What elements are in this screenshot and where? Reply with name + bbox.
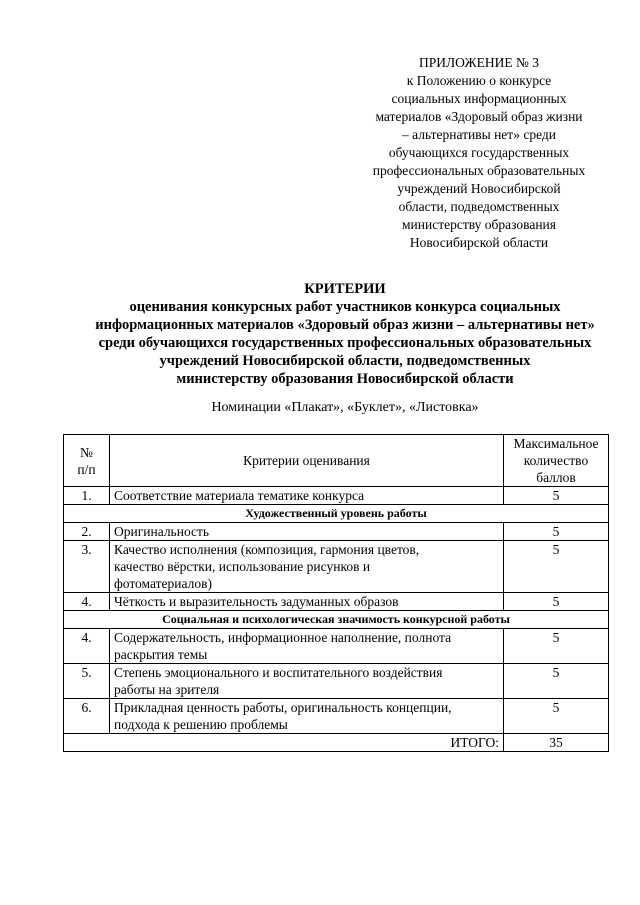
header-max-line3: баллов xyxy=(536,470,576,485)
row-points: 5 xyxy=(504,629,609,664)
header-number xyxy=(64,435,110,487)
appendix-line: Новосибирской области xyxy=(409,235,549,250)
section-title: Художественный уровень работы xyxy=(64,505,609,523)
row-number: 2. xyxy=(64,523,110,541)
appendix-line: профессиональных образовательных xyxy=(372,163,586,178)
total-row xyxy=(64,734,609,752)
row-number: 4. xyxy=(64,629,110,664)
criterion-line: Прикладная ценность работы, оригинальность концепции, xyxy=(114,700,452,715)
row-points: 5 xyxy=(504,541,609,593)
table-row xyxy=(64,541,609,593)
table-row xyxy=(64,593,609,611)
row-criterion: Соответствие материала тематике конкурса xyxy=(110,487,504,505)
row-criterion xyxy=(110,699,504,734)
section-row xyxy=(64,505,609,523)
row-criterion: Оригинальность xyxy=(110,523,504,541)
appendix-block xyxy=(350,54,608,252)
total-label: ИТОГО: xyxy=(64,734,504,752)
appendix-line: учреждений Новосибирской xyxy=(397,181,561,196)
appendix-line: области, подведомственных xyxy=(398,199,560,214)
appendix-line: – альтернативы нет» среди xyxy=(402,127,556,142)
criterion-line: раскрытия темы xyxy=(114,647,208,662)
header-number-line1: № xyxy=(80,444,93,460)
table-row xyxy=(64,629,609,664)
row-points: 5 xyxy=(504,593,609,611)
criterion-line: фотоматериалов) xyxy=(114,576,212,591)
row-number: 4. xyxy=(64,593,110,611)
total-points: 35 xyxy=(504,734,609,752)
criterion-line: работы на зрителя xyxy=(114,682,220,697)
criterion-line: Содержательность, информационное наполнение, полнота xyxy=(114,630,452,645)
header-criteria: Критерии оценивания xyxy=(110,435,504,487)
document-title xyxy=(60,280,630,388)
appendix-line: обучающихся государственных xyxy=(388,145,570,160)
table-header-row xyxy=(64,435,609,487)
title-heading: КРИТЕРИИ xyxy=(304,281,386,297)
section-row xyxy=(64,611,609,629)
criterion-line: Степень эмоционального и воспитательного воздействия xyxy=(114,665,443,680)
table-row xyxy=(64,523,609,541)
appendix-line: ПРИЛОЖЕНИЕ № 3 xyxy=(418,55,540,70)
title-line: среди обучающихся государственных профессиональных образовательных xyxy=(98,335,592,351)
title-line: информационных материалов «Здоровый образ жизни – альтернативы нет» xyxy=(95,317,595,333)
appendix-line: министерству образования xyxy=(402,217,556,232)
table-row xyxy=(64,664,609,699)
appendix-line: материалов «Здоровый образ жизни xyxy=(375,109,583,124)
criterion-line: Качество исполнения (композиция, гармония цветов, xyxy=(114,542,420,557)
header-max-points xyxy=(504,435,609,487)
title-line: оценивания конкурсных работ участников конкурса социальных xyxy=(129,299,561,315)
criterion-line: подхода к решению проблемы xyxy=(114,717,288,732)
title-line: учреждений Новосибирской области, подведомственных xyxy=(159,353,531,369)
criteria-table xyxy=(63,434,609,752)
header-number-line2: п/п xyxy=(77,461,96,477)
appendix-line: социальных информационных xyxy=(391,91,567,106)
row-points: 5 xyxy=(504,699,609,734)
row-criterion xyxy=(110,664,504,699)
table-row xyxy=(64,699,609,734)
row-criterion xyxy=(110,541,504,593)
row-criterion xyxy=(110,629,504,664)
row-number: 1. xyxy=(64,487,110,505)
header-max-line1: Максимальное xyxy=(513,436,599,451)
title-line: министерству образования Новосибирской области xyxy=(176,371,514,387)
row-points: 5 xyxy=(504,487,609,505)
row-number: 5. xyxy=(64,664,110,699)
table-row xyxy=(64,487,609,505)
row-points: 5 xyxy=(504,664,609,699)
nominations-line: Номинации «Плакат», «Буклет», «Листовка» xyxy=(211,400,479,415)
section-title: Социальная и психологическая значимость конкурсной работы xyxy=(64,611,609,629)
header-max-line2: количество xyxy=(523,453,589,468)
row-criterion: Чёткость и выразительность задуманных образов xyxy=(110,593,504,611)
row-number: 6. xyxy=(64,699,110,734)
row-points: 5 xyxy=(504,523,609,541)
appendix-line: к Положению о конкурсе xyxy=(406,73,552,88)
row-number: 3. xyxy=(64,541,110,593)
criterion-line: качество вёрстки, использование рисунков и xyxy=(114,559,371,574)
